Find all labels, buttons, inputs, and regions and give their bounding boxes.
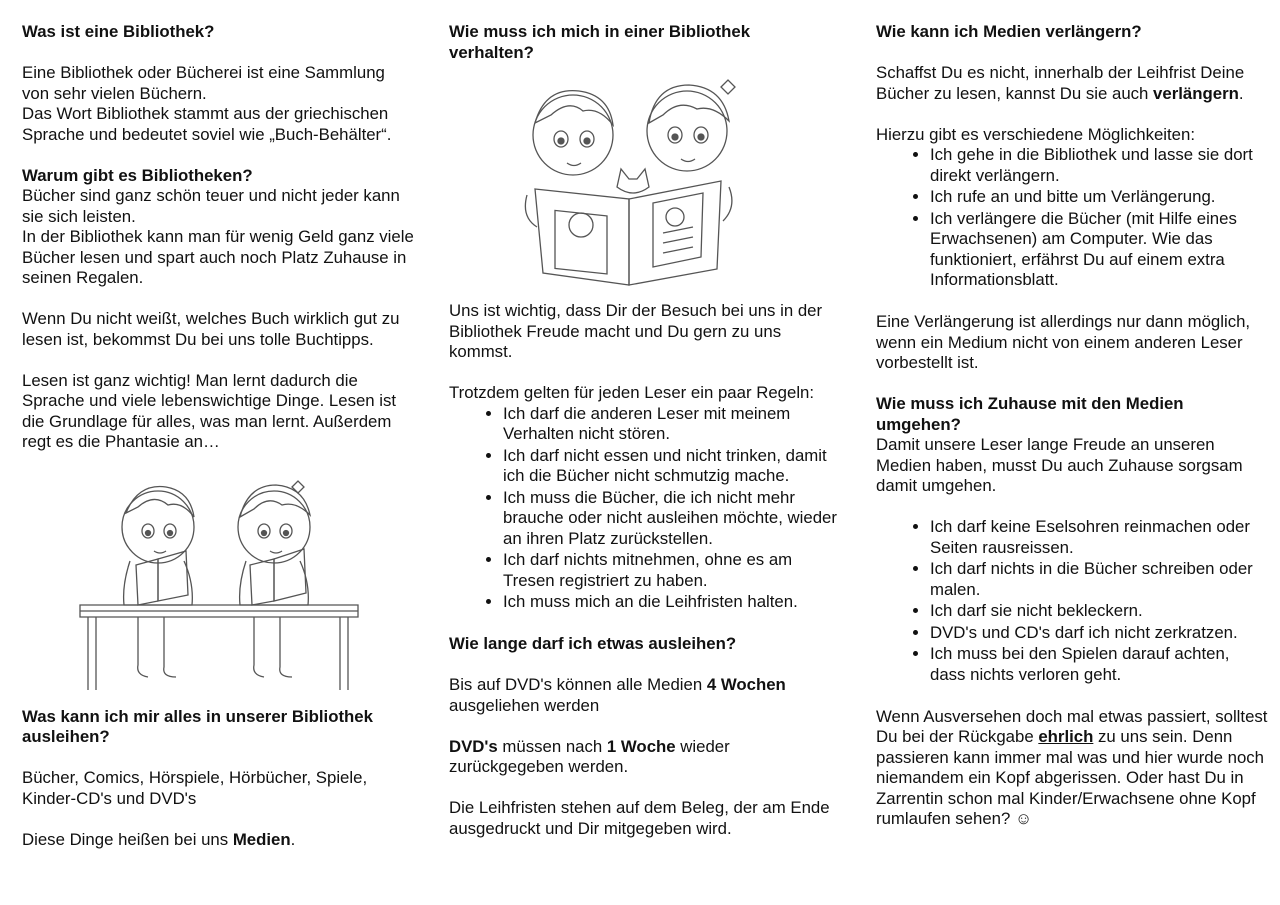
children-reading-book-illustration [503, 77, 751, 291]
column-3 [876, 22, 1268, 830]
paragraph-four-weeks: Bis auf DVD's können alle Medien 4 Wochen ausgeliehen werden [449, 675, 786, 715]
list-item: • Ich muss die Bücher, die ich nicht mehr brauche oder nicht ausleihen möchte, wieder an ihren Platz zurückstellen. [503, 488, 837, 550]
heading-renew-media: Wie kann ich Medien verlängern? [876, 22, 1142, 41]
list-item: • Ich darf sie nicht bekleckern. [930, 601, 1268, 622]
list-item: • Ich darf nicht essen und nicht trinken, damit ich die Bücher nicht schmutzig mache. [503, 446, 837, 487]
heading-loan-period: Wie lange darf ich etwas ausleihen? [449, 634, 737, 653]
heading-what-is-library: Was ist eine Bibliothek? [22, 22, 215, 41]
paragraph: Bücher, Comics, Hörspiele, Hörbücher, Spiele, Kinder-CD's und DVD's [22, 768, 368, 808]
list-item: • Ich muss bei den Spielen darauf achten, dass nichts verloren geht. [930, 644, 1268, 685]
rules-list [449, 404, 837, 613]
list-item: • Ich verlängere die Bücher (mit Hilfe eines Erwachsenen) am Computer. Wie das funktioniert, erfährst Du auf einem extra Informationsblatt. [930, 209, 1268, 291]
paragraph: Trotzdem gelten für jeden Leser ein paar Regeln: [449, 383, 815, 402]
list-item: • Ich darf nichts in die Bücher schreiben oder malen. [930, 559, 1268, 600]
paragraph-honesty: Wenn Ausversehen doch mal etwas passiert, solltest Du bei der Rückgabe ehrlich zu uns sein. Denn passieren kann immer mal was und hier wurde noch niemandem ein Kopf abgerissen. Oder hast Du in Zarrentin schon mal Kinder/Erwachsene ohne Kopf rumlaufen sehen? ☺ [876, 706, 1268, 828]
heading-why-libraries: Warum gibt es Bibliotheken? [22, 165, 253, 185]
heading-behaviour: Wie muss ich mich in einer Bibliothek verhalten? [449, 22, 751, 62]
paragraph: Wenn Du nicht weißt, welches Buch wirklich gut zu lesen ist, bekommst Du bei uns tolle Buchtipps. [22, 309, 400, 349]
list-item: • DVD's und CD's darf ich nicht zerkratzen. [930, 623, 1268, 644]
list-item: • Ich muss mich an die Leihfristen halten. [503, 592, 837, 613]
paragraph: Uns ist wichtig, dass Dir der Besuch bei uns in der Bibliothek Freude macht und Du gern zu uns kommst. [449, 301, 823, 361]
column-1 [22, 22, 414, 850]
paragraph: Die Leihfristen stehen auf dem Beleg, der am Ende ausgedruckt und Dir mitgegeben wird. [449, 798, 830, 838]
paragraph-media: Diese Dinge heißen bei uns Medien. [22, 829, 296, 849]
list-item: • Ich darf keine Eselsohren reinmachen oder Seiten rausreissen. [930, 517, 1268, 558]
column-2 [449, 22, 837, 839]
list-item: • Ich darf die anderen Leser mit meinem Verhalten nicht stören. [503, 404, 837, 445]
paragraph: In der Bibliothek kann man für wenig Geld ganz viele Bücher lesen und spart auch noch Platz Zuhause in seinen Regalen. [22, 227, 414, 287]
paragraph: Bücher sind ganz schön teuer und nicht jeder kann sie sich leisten. [22, 186, 400, 226]
paragraph: Eine Bibliothek oder Bücherei ist eine Sammlung von sehr vielen Büchern. [22, 63, 385, 103]
paragraph: Das Wort Bibliothek stammt aus der griechischen Sprache und bedeutet soviel wie „Buch-Behälter“. [22, 104, 392, 144]
heading-what-can-i-borrow: Was kann ich mir alles in unserer Bibliothek ausleihen? [22, 706, 373, 746]
list-item: • Ich gehe in die Bibliothek und lasse sie dort direkt verlängern. [930, 145, 1268, 186]
paragraph-renew: Schaffst Du es nicht, innerhalb der Leihfrist Deine Bücher zu lesen, kannst Du sie auch verlängern. [876, 63, 1245, 103]
paragraph-one-week: DVD's müssen nach 1 Woche wieder zurückgegeben werden. [449, 736, 730, 776]
paragraph: Lesen ist ganz wichtig! Man lernt dadurch die Sprache und viele lebenswichtige Dinge. Lesen ist die Grundlage für alles, was man lernt. Außerdem regt es die Phantasie an… [22, 370, 397, 451]
renew-options-list [876, 145, 1268, 291]
care-rules-list [876, 517, 1268, 685]
list-item: • Ich darf nichts mitnehmen, ohne es am Tresen registriert zu haben. [503, 550, 837, 591]
paragraph: Hierzu gibt es verschiedene Möglichkeiten: [876, 124, 1196, 144]
list-item: • Ich rufe an und bitte um Verlängerung. [930, 187, 1268, 208]
paragraph: Damit unsere Leser lange Freude an unseren Medien haben, musst Du auch Zuhause sorgsam damit umgehen. [876, 435, 1243, 495]
heading-handling-at-home: Wie muss ich Zuhause mit den Medien umgehen? [876, 394, 1184, 434]
paragraph: Eine Verlängerung ist allerdings nur dann möglich, wenn ein Medium nicht von einem anderen Leser vorbestellt ist. [876, 312, 1251, 372]
children-reading-at-desk-illustration [78, 465, 378, 697]
